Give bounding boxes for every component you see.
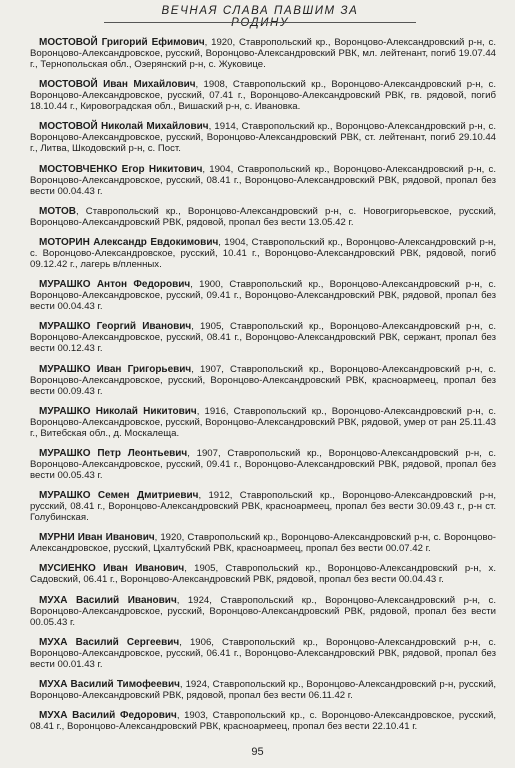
entry-text: , 1905, Ставропольский кр., Воронцово-Александровский р-н, х. Садовский, 06.41 г., Воронцово-Александровский РВК, рядовой, пропал без вести 00.04.43 г.: [30, 563, 497, 586]
entry-name: МОТОВ: [39, 205, 76, 217]
entry-text: , Ставропольский кр., Воронцово-Александровский р-н, с. Новогригорьевское, русский, Воронцово-Александровский РВК, рядовой, пропал без вести 13.05.42 г.: [30, 205, 496, 228]
entry-name: МУХА Василий Тимофеевич: [39, 679, 180, 690]
entry-text: , 1904, Ставропольский кр., Воронцово-Александровский р-н, с. Воронцово-Александровское, русский, 10.41 г., Воронцово-Александровский РВК, рядовой, погиб 09.12.42 г., лагерь в/пленных.: [30, 236, 496, 270]
entry-name: МУХА Василий Федорович: [39, 710, 177, 722]
header-rule: [104, 22, 416, 23]
memorial-entry: [30, 37, 496, 70]
entry-name: МУРАШКО Иван Григорьевич: [39, 363, 192, 375]
entry-text: , 1916, Ставропольский кр., Воронцово-Александровский р-н, с. Воронцово-Александровское, русский, Воронцово-Александровский РВК, рядовой, умер от ран 25.11.43 г., Витебская обл., д. Москалеща.: [30, 405, 496, 439]
memorial-entry: [30, 490, 496, 523]
memorial-entry: [30, 121, 496, 154]
memorial-entry: [30, 364, 496, 397]
entry-name: МУСИЕНКО Иван Иванович: [39, 563, 185, 575]
entry-text: , 1907, Ставропольский кр., Воронцово-Александровский р-н, с. Воронцово-Александровское, русский, Воронцово-Александровский РВК, красноармеец, пропал без вести 00.09.43 г.: [30, 363, 496, 397]
entry-name: МУРАШКО Семен Дмитриевич: [39, 490, 199, 502]
memorial-entry: [30, 321, 496, 354]
entry-text: , 1912, Ставропольский кр., Воронцово-Александровский р-н, русский, 08.41 г., Воронцово-Александровский РВК, красноармеец, пропал без вести 30.09.43 г., р-н ст. Голубинская.: [30, 490, 496, 524]
memorial-entry: [30, 206, 496, 228]
memorial-entry: [30, 164, 496, 197]
entry-text: , 1903, Ставропольский кр., с. Воронцово-Александровское, русский, 08.41 г., Воронцово-Александровский РВК, красноармеец, пропал без вести 22.10.41 г.: [30, 710, 496, 733]
entry-text: , 1920, Ставропольский кр., Воронцово-Александровский р-н, с. Воронцово-Александровское, русский, Воронцово-Александровский РВК, мл. лейтенант, погиб 19.07.44 г., Тернопольская обл., Озерянский р-н, с. Жуковице.: [30, 37, 496, 70]
entry-name: МОСТОВОЙ Григорий Ефимович: [39, 37, 205, 48]
entry-name: МОТОРИН Александр Евдокимович: [39, 236, 219, 248]
running-header: ВЕЧНАЯ СЛАВА ПАВШИМ ЗА РОДИНУ: [161, 5, 359, 29]
entry-text: , 1900, Ставропольский кр., Воронцово-Александровский р-н, с. Воронцово-Александровское, русский, 09.41 г., Воронцово-Александровский РВК, рядовой, пропал без вести 00.04.43 г.: [30, 279, 496, 313]
memorial-entry: [30, 448, 496, 481]
memorial-entry: [30, 79, 496, 112]
entry-text: , 1924, Ставропольский кр., Воронцово-Александровский р-н, с. Воронцово-Александровское, русский, Воронцово-Александровский РВК, рядовой, пропал без вести 00.05.43 г.: [30, 594, 496, 628]
entry-name: МУРАШКО Антон Федорович: [39, 279, 191, 291]
entry-text: , 1905, Ставропольский кр., Воронцово-Александровский р-н, с. Воронцово-Александровское, русский, 08.41 г., Воронцово-Александровский РВК, сержант, пропал без вести 00.12.43 г.: [30, 321, 496, 355]
entry-text: , 1914, Ставропольский кр., Воронцово-Александровский р-н, с. Воронцово-Александровское, русский, Воронцово-Александровский РВК, ст. лейтенант, погиб 29.10.44 г., Литва, Шкодовский р-н, с. Пост.: [30, 121, 496, 155]
memorial-entry: [30, 637, 496, 670]
entry-text: , 1920, Ставропольский кр., Воронцово-Александровский р-н, с. Воронцово-Александровское, русский, Цхалтубский РВК, красноармеец, пропал без вести 00.07.42 г.: [30, 532, 496, 555]
entry-text: , 1907, Ставропольский кр., Воронцово-Александровский р-н, с. Воронцово-Александровское, русский, 09.41 г., Воронцово-Александровский РВК, рядовой, пропал без вести 00.05.43 г.: [30, 447, 497, 481]
memorial-entry: [30, 532, 496, 554]
entry-name: МУХА Василий Иванович: [39, 594, 177, 606]
memorial-entry: [30, 279, 496, 312]
entry-name: МОСТОВОЙ Иван Михайлович: [39, 79, 196, 91]
entry-list: [30, 37, 496, 741]
entry-name: МУХА Василий Сергеевич: [39, 636, 180, 648]
memorial-entry: [30, 595, 496, 628]
entry-text: , 1906, Ставропольский кр., Воронцово-Александровский р-н, с. Воронцово-Александровское, русский, 06.41 г., Воронцово-Александровский РВК, рядовой, пропал без вести 00.01.43 г.: [30, 636, 497, 670]
entry-text: , 1908, Ставропольский кр., Воронцово-Александровский р-н, с. Воронцово-Александровское, русский, 07.41 г., Воронцово-Александровский РВК, гв. рядовой, погиб 18.10.44 г., Кировоградская обл., Вишаский р-н, с. Ивановка.: [30, 79, 496, 113]
memorial-entry: [30, 563, 496, 585]
entry-name: МОСТОВОЙ Николай Михайлович: [39, 121, 209, 133]
entry-name: МОСТОВЧЕНКО Егор Никитович: [39, 163, 203, 175]
entry-text: , 1924, Ставропольский кр., Воронцово-Александровский р-н, русский, Воронцово-Александровский РВК, рядовой, пропал без вести 06.11.42 г.: [30, 679, 497, 701]
entry-name: МУРАШКО Георгий Иванович: [39, 321, 192, 333]
entry-name: МУРАШКО Петр Леонтьевич: [39, 447, 188, 459]
memorial-entry: [30, 406, 496, 439]
memorial-entry: [30, 237, 496, 270]
memorial-entry: [30, 679, 496, 701]
memorial-entry: [30, 710, 496, 732]
page-number: 95: [251, 746, 264, 758]
entry-name: МУРАШКО Николай Никитович: [39, 405, 197, 417]
entry-text: , 1904, Ставропольский кр., Воронцово-Александровский р-н, с. Воронцово-Александровское, русский, 08.41 г., Воронцово-Александровский РВК, рядовой, пропал без вести 00.04.43 г.: [30, 163, 496, 197]
entry-name: МУРНИ Иван Иванович: [39, 532, 155, 544]
